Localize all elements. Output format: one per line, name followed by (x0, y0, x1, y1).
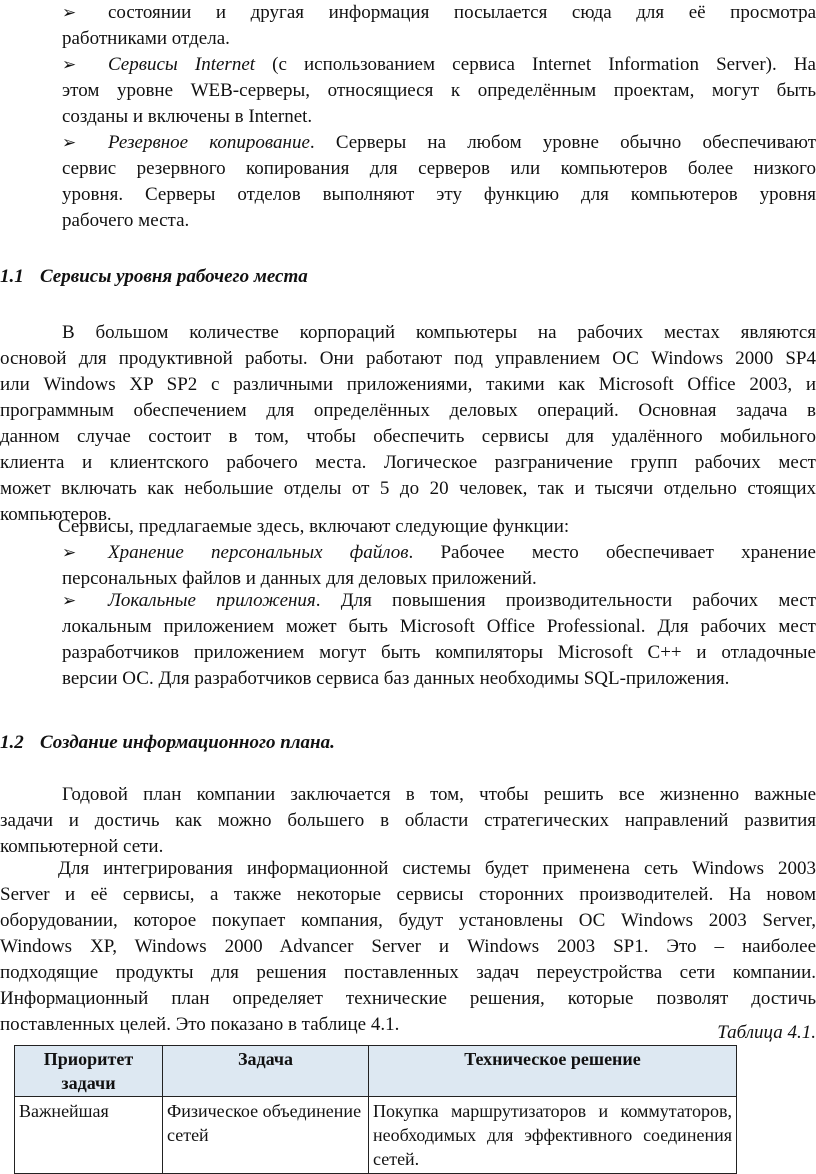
table-cell: Покупка маршрутизаторов и коммутаторов, необходимых для эффективного соединения сетей. (369, 1097, 737, 1174)
text-line: оборудовании, которое покупает компания, будут установлены ОС Windows 2003 Server, (0, 910, 816, 931)
text-line: этом уровне WEB-серверы, относящиеся к определённым проектам, могут быть (62, 80, 816, 101)
text-line: программным обеспечением для определённых деловых операций. Основная задача в (0, 400, 816, 421)
arrowhead-bullet-icon: ➢ (62, 543, 77, 563)
text-line: или Windows XP SP2 с различными приложениями, такими как Microsoft Office 2003, и (0, 374, 816, 395)
text-line: Сервисы Internet (с использованием сервиса Internet Information Server). На (108, 54, 816, 75)
text-line: Информационный план определяет технические решения, которые позволят достичь (0, 988, 816, 1009)
text-line: разработчиков приложением могут быть компиляторы Microsoft C++ и отладочные (62, 642, 816, 663)
bullet-item-local-apps (0, 588, 816, 692)
text-line: состоянии и другая информация посылается сюда для её просмотра (108, 2, 816, 23)
text-line: Windows XP, Windows 2000 Advancer Server и Windows 2003 SP1. Это – наиболее (0, 936, 816, 957)
text-line: локальным приложением может быть Microsoft Office Professional. Для рабочих мест (62, 616, 816, 637)
bullet-lead-term: Локальные приложения (108, 590, 316, 611)
table-header-row (15, 1046, 737, 1097)
text-line: Server и её сервисы, а также некоторые сервисы сторонних производителей. На новом (0, 884, 816, 905)
paragraph-integration (0, 856, 816, 1038)
arrowhead-bullet-icon: ➢ (62, 3, 77, 23)
section-title: Создание информационного плана. (40, 732, 335, 753)
text-line: Резервное копирование. Серверы на любом уровне обычно обеспечивают (108, 132, 816, 153)
table-cell: Физическое объединение сетей (163, 1097, 369, 1174)
table-header-cell: Задача (163, 1046, 369, 1097)
bullet-lead-term: Резервное копирование (108, 132, 310, 153)
text-line: Сервисы, предлагаемые здесь, включают следующие функции: (58, 516, 570, 537)
text-line: версии ОС. Для разработчиков сервиса баз данных необходимы SQL-приложения. (62, 668, 730, 689)
arrowhead-bullet-icon: ➢ (62, 591, 77, 611)
text-line: сервис резервного копирования для серверов или компьютеров более низкого (62, 158, 816, 179)
section-title: Сервисы уровня рабочего места (40, 266, 308, 287)
text-line: поставленных целей. Это показано в таблице 4.1. (0, 1014, 400, 1035)
bullet-lead-term: Хранение персональных файлов (108, 542, 409, 563)
paragraph-services-intro (0, 514, 816, 540)
table-4-1 (14, 1045, 737, 1174)
text-line: созданы и включены в Internet. (62, 106, 313, 127)
table-cell: Важнейшая (15, 1097, 163, 1174)
paragraph-annual-plan (0, 782, 816, 860)
bullet-item-personal-files (0, 540, 816, 592)
text-line: рабочего места. (62, 210, 190, 231)
table-caption: Таблица 4.1. (717, 1022, 816, 1043)
text-line: задачи и достичь как можно большего в области стратегических направлений развития (0, 810, 816, 831)
text-line: данном случае состоит в том, чтобы обеспечить сервисы для удалённого мобильного (0, 426, 816, 447)
text-line: Для интегрирования информационной системы будет применена сеть Windows 2003 (58, 858, 816, 879)
text-line: клиента и клиентского рабочего места. Логическое разграничение групп рабочих мест (0, 452, 816, 473)
text-line: компьютерной сети. (0, 836, 164, 857)
text-line: Годовой план компании заключается в том, чтобы решить все жизненно важные (62, 784, 816, 805)
text-line: компьютеров. (0, 504, 112, 525)
bullet-item-status-info (0, 0, 816, 52)
arrowhead-bullet-icon: ➢ (62, 133, 77, 153)
text-line: основой для продуктивной работы. Они работают под управлением ОС Windows 2000 SP4 (0, 348, 816, 369)
arrowhead-bullet-icon: ➢ (62, 55, 77, 75)
text-line: Локальные приложения. Для повышения производительности рабочих мест (108, 590, 816, 611)
section-number: 1.2 (0, 732, 24, 753)
bullet-item-internet-services (0, 52, 816, 130)
text-line: подходящие продукты для решения поставленных задач переустройства сети компании. (0, 962, 816, 983)
bullet-lead-term: Сервисы Internet (108, 54, 256, 75)
section-number: 1.1 (0, 266, 24, 287)
bullet-item-backup (0, 130, 816, 234)
table-header-cell: Техническое решение (369, 1046, 737, 1097)
section-heading-1-2 (0, 730, 816, 756)
section-heading-1-1 (0, 264, 816, 290)
paragraph-workstations (0, 320, 816, 528)
text-line: персональных файлов и данных для деловых приложений. (62, 568, 537, 589)
text-line: В большом количестве корпораций компьютеры на рабочих местах являются (62, 322, 816, 343)
table-row (15, 1097, 737, 1174)
text-line: уровня. Серверы отделов выполняют эту функцию для компьютеров уровня (62, 184, 816, 205)
text-line: Хранение персональных файлов. Рабочее место обеспечивает хранение (108, 542, 816, 563)
table-header-cell: Приоритет задачи (15, 1046, 163, 1097)
text-line: работниками отдела. (62, 28, 230, 49)
text-line: может включать как небольшие отделы от 5 до 20 человек, так и тысячи отдельно стоящих (0, 478, 816, 499)
